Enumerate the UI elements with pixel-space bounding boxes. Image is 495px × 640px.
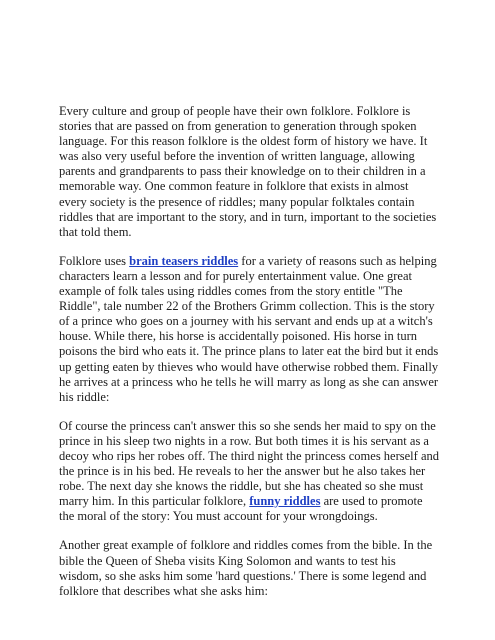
funny-riddles-link[interactable]: funny riddles	[249, 494, 321, 509]
paragraph-riddle-story	[59, 254, 439, 405]
paragraph-text: Folklore uses	[59, 253, 130, 268]
paragraph-queen-of-sheba: Another great example of folklore and riddles comes from the bible. In the bible the Queen of Sheba visits King Solomon and wants to test his wisdom, so she asks him some 'hard questions.' There is some legend and folklore that describes what she asks him:	[59, 538, 433, 598]
paragraph-text: for a variety of reasons such as helping characters learn a lesson and for purely entertainment value. One great example of folk tales using riddles comes from the story entitle "The Riddle", tale number 22 of the Brothers Grimm collection. This is the story of a prince who goes on a journey with his servant and ends up at a witch's house. While there, his horse is accidentally poisoned. His horse in turn poisons the bird who eats it. The prince plans to later eat the bird but it ends up getting eaten by thieves who would have otherwise robbed them. Finally he arrives at a princess who he tells he will marry as long as she can answer his riddle:	[59, 253, 439, 404]
paragraph-text: Of course the princess can't answer this so she sends her maid to spy on the prince in his sleep two nights in a row. But both times it is his servant as a decoy who rips her robes off. The third night the princess comes herself and the prince is in his bed. He reveals to her the answer but he also takes her robe. The next day she knows the riddle, but she has cheated so she must marry him. In this particular folklore,	[59, 418, 439, 509]
paragraph-folklore-intro: Every culture and group of people have their own folklore. Folklore is stories that are passed on from generation to generation through spoken language. For this reason folklore is the oldest form of history we have. It was also very useful before the invention of written language, allowing parents and grandparents to pass their knowledge on to their children in a memorable way. One common feature in folklore that exists in almost every society is the presence of riddles; many popular folktales contain riddles that are important to the story, and in turn, important to the societies that told them.	[59, 104, 437, 239]
paragraph-text: are used to promote the moral of the story: You must account for your wrongdoings.	[59, 494, 423, 524]
brain-teasers-riddles-link[interactable]: brain teasers riddles	[129, 253, 239, 268]
paragraph-princess-story	[59, 419, 439, 525]
article-body	[59, 104, 439, 612]
